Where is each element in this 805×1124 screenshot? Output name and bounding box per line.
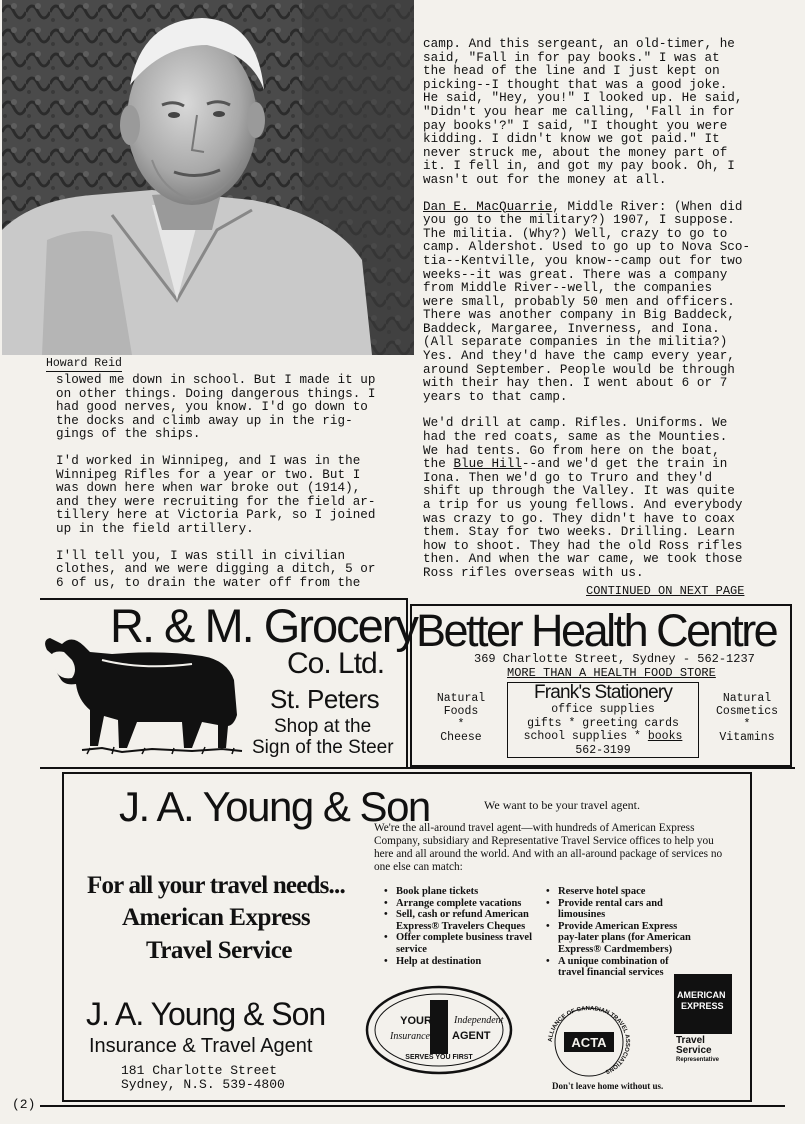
right-text-column	[423, 38, 773, 581]
bottom-rule	[40, 1105, 785, 1107]
health-left-column	[426, 692, 496, 744]
amex-rep: Representative	[676, 1057, 720, 1063]
amex-travel-service	[676, 1036, 719, 1064]
dont-leave-tagline: Don't leave home without us.	[552, 1081, 664, 1091]
frank-phone: 562-3199	[575, 743, 631, 757]
young-headline: American Express	[122, 904, 311, 931]
text-line: I'd worked in Winnipeg, and I was in the	[56, 453, 361, 468]
young-name-secondary: J. A. Young & Son	[86, 996, 326, 1032]
text-line: had the red coats, same as the Mounties.	[423, 430, 728, 445]
speaker-rest: , Middle River: (When did	[552, 199, 743, 214]
service-item: • Help at destination	[384, 956, 544, 968]
grocery-shop: Shop at the	[274, 716, 372, 737]
frank-books: books	[647, 730, 683, 743]
frank-line: gifts * greeting cards	[527, 716, 679, 730]
text-line: 6 of us, to drain the water off from the	[56, 575, 361, 590]
amex-travel: Travel	[676, 1035, 705, 1046]
young-headline: For all your travel needs...	[87, 872, 345, 899]
services-list-right	[546, 886, 696, 979]
text-line: weeks--it was great. There was a company	[423, 267, 728, 282]
health-ad	[410, 604, 792, 767]
text-line: with their hay then. I went about 6 or 7	[423, 376, 728, 391]
steer-icon	[42, 630, 247, 760]
frank-stationery-box	[507, 682, 699, 758]
text-line: He said, "Hey, you!" I looked up. He said,	[423, 91, 743, 106]
boat-line	[423, 458, 773, 472]
text-line: had good nerves, you know. I'd go down to	[56, 400, 368, 415]
text-line: Iona. Then we'd go to Truro and they'd	[423, 470, 713, 485]
young-street: 181 Charlotte Street	[121, 1063, 278, 1078]
text-line: Yes. And they'd have the camp every year,	[423, 349, 735, 364]
text-line: around September. People would be through	[423, 362, 735, 377]
service-item: • Book plane tickets	[384, 886, 544, 898]
services-list-left	[384, 886, 544, 967]
frank-line3-pre: school supplies *	[523, 730, 648, 743]
text-line: was down here when war broke out (1914),	[56, 481, 361, 496]
american-express-logo	[674, 974, 732, 1034]
young-address	[121, 1064, 285, 1092]
text-line: them. Stay for two weeks. Drilling. Learn	[423, 525, 735, 540]
text-line: wasn't out for the money at all.	[423, 172, 667, 187]
service-item: • Arrange complete vacations	[384, 898, 544, 910]
grocery-place: St. Peters	[270, 684, 380, 714]
text-line: camp. And this sergeant, an old-timer, he	[423, 37, 735, 51]
right-bottom: Vitamins	[719, 731, 775, 744]
service-item: • Offer complete business travel service	[384, 932, 544, 955]
grocery-co: Co. Ltd.	[287, 647, 385, 680]
text-line: slowed me down in school. But I made it up	[56, 373, 376, 387]
continued-link: CONTINUED ON NEXT PAGE	[586, 584, 745, 598]
text-line: and they were recruiting for the field ar-	[56, 494, 376, 509]
text-line: the head of the line and I just kept on	[423, 64, 720, 79]
left-mid: Foods	[443, 705, 479, 718]
badge-agent: AGENT	[452, 1030, 491, 1042]
text-line: gings of the ships.	[56, 427, 201, 442]
text-line: you go to the military?) 1907, I suppose.	[423, 213, 735, 228]
text-line: I'll tell you, I was still in civilian	[56, 548, 346, 563]
health-address: 369 Charlotte Street, Sydney - 562-1237	[474, 652, 755, 666]
health-right-column	[707, 692, 787, 744]
speaker-line	[423, 201, 773, 215]
amex-logo-line: EXPRESS	[681, 1001, 724, 1011]
left-text-column	[56, 374, 401, 590]
text-line: "Didn't you hear me calling, 'Fall in for	[423, 104, 735, 119]
text-line: kidding. I didn't know we got paid." It	[423, 132, 720, 147]
independent-agent-badge	[364, 984, 514, 1076]
text-line: Baddeck, Margaree, Inverness, and Iona.	[423, 321, 720, 336]
acta-ring-text: ALLIANCE OF CANADIAN TRAVEL ASSOCIATIONS	[547, 1005, 631, 1075]
text-line: camp. Aldershot. Used to go up to Nova Sco-	[423, 240, 751, 255]
service-item: • Provide American Express pay-later plans (for American Express® Cardmembers)	[546, 921, 696, 956]
frank-line: office supplies	[551, 703, 655, 716]
amex-logo-line: AMERICAN	[677, 990, 726, 1000]
young-want: We want to be your travel agent.	[484, 798, 640, 812]
text-line: (All separate companies in the militia?)	[423, 335, 728, 350]
young-name: J. A. Young & Son	[119, 783, 430, 830]
acta-badge	[534, 1004, 644, 1079]
text-line: the docks and climb away up in the rig-	[56, 413, 353, 428]
boat-pre: the	[423, 457, 454, 472]
left-bottom: Cheese	[440, 731, 482, 744]
left-top: Natural	[436, 692, 486, 705]
badge-independent: Independent	[454, 1015, 504, 1026]
young-headline: Travel Service	[146, 937, 292, 964]
text-line: picking--I thought that was a good joke.	[423, 77, 728, 92]
service-item: • Sell, cash or refund American Express® Travelers Cheques	[384, 909, 544, 932]
left-star: *	[457, 718, 465, 731]
text-line: never struck me, about the money part of	[423, 145, 728, 160]
badge-insurance: Insurance	[390, 1031, 430, 1042]
health-tagline: MORE THAN A HEALTH FOOD STORE	[507, 666, 716, 680]
text-line: years to that camp.	[423, 389, 568, 404]
frank-line	[508, 730, 698, 744]
badge-your: YOUR	[400, 1015, 432, 1027]
text-line: said, "Fall in for pay books." I was at	[423, 50, 720, 65]
divider	[40, 767, 795, 769]
service-item: • A unique combination of travel financial services	[546, 956, 696, 979]
text-line: was crazy to go. They didn't have to coax	[423, 511, 735, 526]
text-line: pay books'?" I said, "I thought you were	[423, 118, 728, 133]
speaker-name: Dan E. MacQuarrie	[423, 199, 553, 214]
text-line: then. And when the war came, we took those	[423, 552, 743, 567]
young-city: Sydney, N.S. 539-4800	[121, 1077, 285, 1092]
text-line: from Middle River--well, the companies	[423, 281, 713, 296]
text-line: how to shoot. They had the old Ross rifles	[423, 538, 743, 553]
young-insurance: Insurance & Travel Agent	[89, 1035, 313, 1057]
text-line: up in the field artillery.	[56, 521, 254, 536]
grocery-title: R. & M. Grocery	[110, 599, 417, 652]
badge-serves: SERVES YOU FIRST	[405, 1054, 473, 1061]
grocery-ad	[42, 599, 417, 760]
text-line: Ross rifles overseas with us.	[423, 565, 644, 580]
text-line: tillery here at Victoria Park, so I joined	[56, 508, 376, 523]
text-line: There was another company in Big Baddeck,	[423, 308, 735, 323]
grocery-sign: Sign of the Steer	[252, 737, 394, 758]
boat-post: --and we'd get the train in	[521, 457, 728, 472]
text-line: were small, probably 50 men and officers.	[423, 294, 735, 309]
acta-label: ACTA	[571, 1035, 607, 1050]
right-star: *	[743, 718, 751, 731]
text-line: a trip for us young fellows. And everybody	[423, 498, 743, 512]
text-line: Winnipeg Rifles for a year or two. But I	[56, 467, 361, 482]
frank-title: Frank's Stationery	[533, 682, 673, 703]
text-line: tia--Kentville, you know--camp out for two	[423, 253, 743, 268]
portrait-illustration	[2, 0, 414, 355]
service-item: • Reserve hotel space	[546, 886, 696, 898]
photo-caption: Howard Reid	[46, 357, 122, 370]
text-line: The militia. (Why?) Well, crazy to go to	[423, 226, 728, 241]
text-line: We'd drill at camp. Rifles. Uniforms. We	[423, 416, 728, 431]
page-number: (2)	[12, 1097, 36, 1112]
text-line: shift up through the Valley. It was quite	[423, 484, 735, 499]
service-item: • Provide rental cars and limousines	[546, 898, 696, 921]
text-line: on other things. Doing dangerous things. I	[56, 386, 376, 401]
text-line: clothes, and we were digging a ditch, 5 or	[56, 562, 376, 577]
young-intro: We're the all-around travel agent—with hundreds of American Express Company, subsidiary and Representative Travel Service offices to help you here and all around the world. And with an all-around package of services no one else can match:	[374, 822, 723, 873]
portrait-photo	[2, 0, 414, 355]
young-ad	[62, 772, 752, 1102]
text-line: it. I fell in, and got my pay book. Oh, I	[423, 159, 735, 174]
right-top: Natural	[722, 692, 772, 705]
text-line: We had tents. Go from here on the boat,	[423, 443, 720, 458]
right-mid: Cosmetics	[715, 705, 779, 718]
health-title: Better Health Centre	[416, 605, 777, 656]
boat-name: Blue Hill	[453, 457, 522, 472]
amex-service: Service	[676, 1045, 712, 1056]
